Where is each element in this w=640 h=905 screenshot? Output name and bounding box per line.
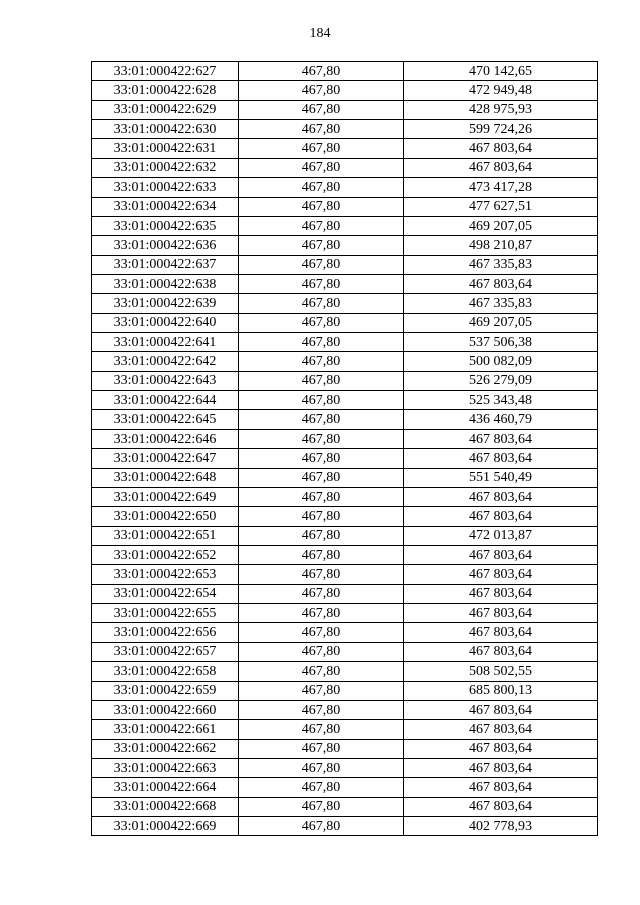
cadastral-number-cell: 33:01:000422:641 — [92, 333, 239, 352]
area-cell: 467,80 — [239, 642, 404, 661]
cadastral-number-cell: 33:01:000422:662 — [92, 739, 239, 758]
area-cell: 467,80 — [239, 778, 404, 797]
table-row — [92, 797, 598, 816]
cadastral-value-cell: 470 142,65 — [404, 62, 598, 81]
table-row — [92, 584, 598, 603]
cadastral-number-cell: 33:01:000422:633 — [92, 178, 239, 197]
cadastral-value-cell: 467 803,64 — [404, 758, 598, 777]
cadastral-number-cell: 33:01:000422:663 — [92, 758, 239, 777]
cadastral-value-cell: 467 335,83 — [404, 255, 598, 274]
cadastral-value-cell: 467 803,64 — [404, 642, 598, 661]
cadastral-value-cell: 436 460,79 — [404, 410, 598, 429]
table-body — [92, 62, 598, 836]
area-cell: 467,80 — [239, 410, 404, 429]
cadastral-number-cell: 33:01:000422:637 — [92, 255, 239, 274]
area-cell: 467,80 — [239, 313, 404, 332]
cadastral-value-cell: 498 210,87 — [404, 236, 598, 255]
table-row — [92, 120, 598, 139]
table-row — [92, 545, 598, 564]
area-cell: 467,80 — [239, 178, 404, 197]
table-row — [92, 700, 598, 719]
cadastral-value-cell: 402 778,93 — [404, 817, 598, 836]
area-cell: 467,80 — [239, 584, 404, 603]
cadastral-value-cell: 477 627,51 — [404, 197, 598, 216]
table-row — [92, 139, 598, 158]
table-row — [92, 429, 598, 448]
cadastral-number-cell: 33:01:000422:642 — [92, 352, 239, 371]
area-cell: 467,80 — [239, 487, 404, 506]
cadastral-value-cell: 508 502,55 — [404, 662, 598, 681]
cadastral-number-cell: 33:01:000422:639 — [92, 294, 239, 313]
area-cell: 467,80 — [239, 62, 404, 81]
area-cell: 467,80 — [239, 158, 404, 177]
area-cell: 467,80 — [239, 352, 404, 371]
cadastral-number-cell: 33:01:000422:668 — [92, 797, 239, 816]
table-row — [92, 274, 598, 293]
table-row — [92, 216, 598, 235]
area-cell: 467,80 — [239, 545, 404, 564]
cadastral-value-cell: 551 540,49 — [404, 468, 598, 487]
area-cell: 467,80 — [239, 758, 404, 777]
cadastral-number-cell: 33:01:000422:655 — [92, 604, 239, 623]
cadastral-value-cell: 467 803,64 — [404, 158, 598, 177]
cadastral-number-cell: 33:01:000422:650 — [92, 507, 239, 526]
table-row — [92, 294, 598, 313]
cadastral-value-cell: 467 803,64 — [404, 274, 598, 293]
cadastral-value-cell: 467 803,64 — [404, 720, 598, 739]
cadastral-number-cell: 33:01:000422:636 — [92, 236, 239, 255]
table-row — [92, 313, 598, 332]
area-cell: 467,80 — [239, 565, 404, 584]
area-cell: 467,80 — [239, 739, 404, 758]
cadastral-number-cell: 33:01:000422:627 — [92, 62, 239, 81]
cadastral-value-cell: 467 803,64 — [404, 429, 598, 448]
cadastral-number-cell: 33:01:000422:629 — [92, 100, 239, 119]
table-row — [92, 449, 598, 468]
cadastral-value-cell: 525 343,48 — [404, 391, 598, 410]
cadastral-number-cell: 33:01:000422:664 — [92, 778, 239, 797]
area-cell: 467,80 — [239, 623, 404, 642]
cadastral-number-cell: 33:01:000422:653 — [92, 565, 239, 584]
table-row — [92, 158, 598, 177]
cadastral-value-cell: 467 803,64 — [404, 487, 598, 506]
table-row — [92, 662, 598, 681]
area-cell: 467,80 — [239, 429, 404, 448]
cadastral-value-cell: 467 803,64 — [404, 584, 598, 603]
area-cell: 467,80 — [239, 681, 404, 700]
area-cell: 467,80 — [239, 81, 404, 100]
cadastral-number-cell: 33:01:000422:649 — [92, 487, 239, 506]
cadastral-value-cell: 428 975,93 — [404, 100, 598, 119]
area-cell: 467,80 — [239, 797, 404, 816]
table-row — [92, 642, 598, 661]
cadastral-number-cell: 33:01:000422:657 — [92, 642, 239, 661]
table-row — [92, 81, 598, 100]
cadastral-value-cell: 467 803,64 — [404, 778, 598, 797]
cadastral-number-cell: 33:01:000422:644 — [92, 391, 239, 410]
cadastral-value-table — [91, 61, 598, 836]
area-cell: 467,80 — [239, 274, 404, 293]
cadastral-value-cell: 467 803,64 — [404, 565, 598, 584]
cadastral-value-cell: 469 207,05 — [404, 216, 598, 235]
cadastral-value-cell: 500 082,09 — [404, 352, 598, 371]
cadastral-value-cell: 467 803,64 — [404, 604, 598, 623]
area-cell: 467,80 — [239, 604, 404, 623]
cadastral-value-cell: 467 803,64 — [404, 797, 598, 816]
cadastral-value-cell: 685 800,13 — [404, 681, 598, 700]
cadastral-number-cell: 33:01:000422:630 — [92, 120, 239, 139]
cadastral-value-cell: 467 803,64 — [404, 739, 598, 758]
cadastral-number-cell: 33:01:000422:646 — [92, 429, 239, 448]
table-row — [92, 333, 598, 352]
table-row — [92, 507, 598, 526]
cadastral-number-cell: 33:01:000422:661 — [92, 720, 239, 739]
table-row — [92, 62, 598, 81]
cadastral-number-cell: 33:01:000422:628 — [92, 81, 239, 100]
table-row — [92, 236, 598, 255]
area-cell: 467,80 — [239, 371, 404, 390]
area-cell: 467,80 — [239, 662, 404, 681]
area-cell: 467,80 — [239, 333, 404, 352]
cadastral-number-cell: 33:01:000422:658 — [92, 662, 239, 681]
cadastral-value-cell: 467 803,64 — [404, 623, 598, 642]
cadastral-value-cell: 467 803,64 — [404, 449, 598, 468]
area-cell: 467,80 — [239, 294, 404, 313]
cadastral-number-cell: 33:01:000422:647 — [92, 449, 239, 468]
table-row — [92, 371, 598, 390]
area-cell: 467,80 — [239, 700, 404, 719]
cadastral-number-cell: 33:01:000422:659 — [92, 681, 239, 700]
cadastral-number-cell: 33:01:000422:669 — [92, 817, 239, 836]
cadastral-value-cell: 467 803,64 — [404, 545, 598, 564]
cadastral-number-cell: 33:01:000422:638 — [92, 274, 239, 293]
table-row — [92, 739, 598, 758]
table-row — [92, 526, 598, 545]
cadastral-value-cell: 472 013,87 — [404, 526, 598, 545]
table-row — [92, 758, 598, 777]
cadastral-value-cell: 599 724,26 — [404, 120, 598, 139]
table-row — [92, 604, 598, 623]
table-row — [92, 778, 598, 797]
table-row — [92, 681, 598, 700]
area-cell: 467,80 — [239, 468, 404, 487]
cadastral-value-cell: 467 803,64 — [404, 507, 598, 526]
cadastral-number-cell: 33:01:000422:645 — [92, 410, 239, 429]
cadastral-number-cell: 33:01:000422:635 — [92, 216, 239, 235]
cadastral-value-cell: 467 803,64 — [404, 700, 598, 719]
area-cell: 467,80 — [239, 100, 404, 119]
cadastral-number-cell: 33:01:000422:652 — [92, 545, 239, 564]
cadastral-value-cell: 467 335,83 — [404, 294, 598, 313]
cadastral-number-cell: 33:01:000422:648 — [92, 468, 239, 487]
table-row — [92, 255, 598, 274]
area-cell: 467,80 — [239, 449, 404, 468]
table-row — [92, 623, 598, 642]
table-row — [92, 410, 598, 429]
area-cell: 467,80 — [239, 817, 404, 836]
cadastral-number-cell: 33:01:000422:643 — [92, 371, 239, 390]
area-cell: 467,80 — [239, 216, 404, 235]
cadastral-value-cell: 469 207,05 — [404, 313, 598, 332]
cadastral-number-cell: 33:01:000422:640 — [92, 313, 239, 332]
cadastral-number-cell: 33:01:000422:660 — [92, 700, 239, 719]
cadastral-value-cell: 472 949,48 — [404, 81, 598, 100]
cadastral-value-cell: 473 417,28 — [404, 178, 598, 197]
area-cell: 467,80 — [239, 120, 404, 139]
cadastral-value-cell: 537 506,38 — [404, 333, 598, 352]
area-cell: 467,80 — [239, 197, 404, 216]
table-row — [92, 468, 598, 487]
cadastral-value-cell: 526 279,09 — [404, 371, 598, 390]
area-cell: 467,80 — [239, 391, 404, 410]
area-cell: 467,80 — [239, 507, 404, 526]
cadastral-value-cell: 467 803,64 — [404, 139, 598, 158]
table-row — [92, 197, 598, 216]
table-row — [92, 100, 598, 119]
table-row — [92, 487, 598, 506]
area-cell: 467,80 — [239, 526, 404, 545]
table-row — [92, 352, 598, 371]
table-row — [92, 391, 598, 410]
cadastral-number-cell: 33:01:000422:651 — [92, 526, 239, 545]
area-cell: 467,80 — [239, 236, 404, 255]
cadastral-number-cell: 33:01:000422:634 — [92, 197, 239, 216]
table-row — [92, 720, 598, 739]
area-cell: 467,80 — [239, 720, 404, 739]
cadastral-number-cell: 33:01:000422:632 — [92, 158, 239, 177]
cadastral-number-cell: 33:01:000422:631 — [92, 139, 239, 158]
table-row — [92, 178, 598, 197]
table-row — [92, 565, 598, 584]
area-cell: 467,80 — [239, 139, 404, 158]
area-cell: 467,80 — [239, 255, 404, 274]
table-row — [92, 817, 598, 836]
cadastral-number-cell: 33:01:000422:656 — [92, 623, 239, 642]
page-number: 184 — [309, 26, 331, 41]
cadastral-number-cell: 33:01:000422:654 — [92, 584, 239, 603]
